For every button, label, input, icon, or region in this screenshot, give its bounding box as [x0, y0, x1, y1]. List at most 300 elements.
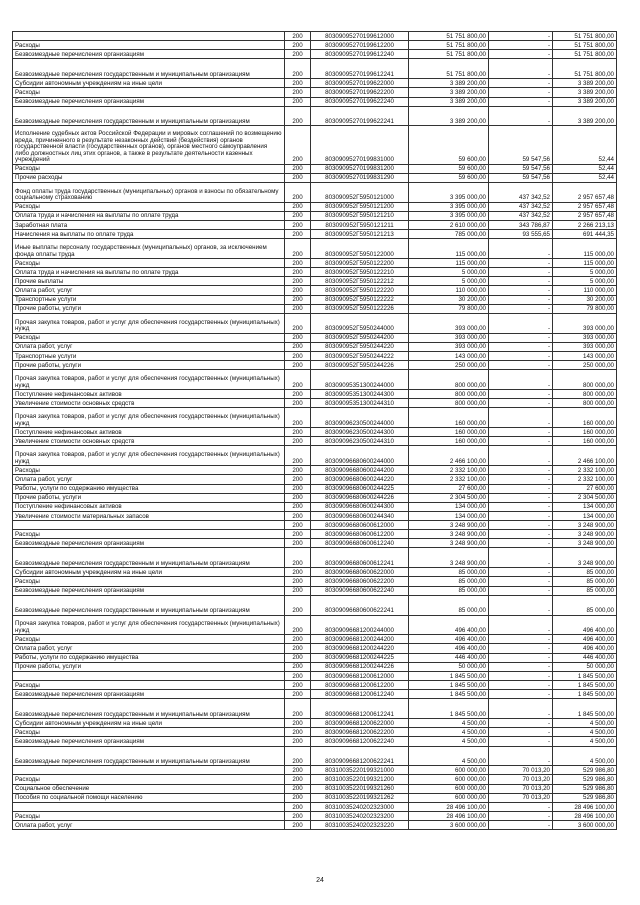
- row-name: Расходы: [13, 259, 285, 268]
- row-admin-code: 200: [285, 793, 311, 802]
- row-budget-code: 80309096680600244000: [311, 446, 409, 466]
- row-executed: 70 013,20: [489, 784, 553, 793]
- row-admin-code: 200: [285, 211, 311, 220]
- row-unexecuted: 250 000,00: [553, 361, 617, 370]
- row-name: Безвозмездные перечисления государственным и муниципальным организациям: [13, 595, 285, 615]
- table-row: [13, 511, 617, 520]
- row-name: Увеличение стоимости материальных запасов: [13, 511, 285, 520]
- row-budget-code: 80309096680600612000: [311, 521, 409, 530]
- row-budget-code: 80310035220199321200: [311, 775, 409, 784]
- row-name: Оплата работ, услуг: [13, 342, 285, 351]
- row-executed: -: [489, 286, 553, 295]
- table-row: [13, 59, 617, 79]
- row-budget-code: 80309096680600244200: [311, 466, 409, 475]
- row-executed: 59 547,56: [489, 173, 553, 182]
- row-approved: 3 389 200,00: [409, 97, 489, 106]
- row-executed: -: [489, 746, 553, 766]
- table-row: [13, 493, 617, 502]
- row-executed: -: [489, 342, 553, 351]
- row-name: Расходы: [13, 812, 285, 821]
- table-row: [13, 728, 617, 737]
- row-admin-code: 200: [285, 719, 311, 728]
- row-name: [13, 671, 285, 680]
- row-budget-code: 803090952Г5950244000: [311, 313, 409, 333]
- row-executed: -: [489, 653, 553, 662]
- row-unexecuted: 3 389 200,00: [553, 97, 617, 106]
- row-approved: 2 332 100,00: [409, 475, 489, 484]
- row-budget-code: 803090952Г5950122212: [311, 277, 409, 286]
- row-budget-code: 80309096681200612200: [311, 681, 409, 690]
- row-name: [13, 521, 285, 530]
- row-approved: 393 000,00: [409, 342, 489, 351]
- table-row: [13, 79, 617, 88]
- table-row: [13, 230, 617, 239]
- row-approved: 393 000,00: [409, 333, 489, 342]
- row-budget-code: 80309096681200622241: [311, 746, 409, 766]
- row-unexecuted: 3 248 900,00: [553, 521, 617, 530]
- row-name: Поступление нефинансовых активов: [13, 390, 285, 399]
- row-budget-code: 80309095270199622200: [311, 88, 409, 97]
- row-unexecuted: 2 266 213,13: [553, 220, 617, 229]
- row-admin-code: 200: [285, 41, 311, 50]
- row-unexecuted: 393 000,00: [553, 342, 617, 351]
- row-budget-code: 803090952Г5950122200: [311, 259, 409, 268]
- row-approved: 115 000,00: [409, 259, 489, 268]
- row-executed: -: [489, 586, 553, 595]
- row-unexecuted: 51 751 800,00: [553, 41, 617, 50]
- row-admin-code: 200: [285, 97, 311, 106]
- row-name: Транспортные услуги: [13, 295, 285, 304]
- row-admin-code: 200: [285, 812, 311, 821]
- row-unexecuted: 85 000,00: [553, 568, 617, 577]
- row-name: Расходы: [13, 530, 285, 539]
- row-approved: 59 600,00: [409, 173, 489, 182]
- row-name: [13, 32, 285, 41]
- table-row: [13, 475, 617, 484]
- row-name: Прочие работы, услуги: [13, 361, 285, 370]
- row-budget-code: 803090952Г5950244200: [311, 333, 409, 342]
- table-row: [13, 88, 617, 97]
- row-executed: -: [489, 277, 553, 286]
- row-admin-code: 200: [285, 32, 311, 41]
- row-admin-code: 200: [285, 737, 311, 746]
- row-name: Поступление нефинансовых активов: [13, 502, 285, 511]
- row-unexecuted: 3 248 900,00: [553, 548, 617, 568]
- row-approved: 4 500,00: [409, 719, 489, 728]
- row-executed: -: [489, 521, 553, 530]
- table-row: [13, 50, 617, 59]
- row-approved: 496 400,00: [409, 635, 489, 644]
- row-admin-code: 200: [285, 568, 311, 577]
- table-row: [13, 313, 617, 333]
- row-approved: 3 248 900,00: [409, 548, 489, 568]
- table-row: [13, 259, 617, 268]
- row-executed: -: [489, 466, 553, 475]
- row-unexecuted: 691 444,35: [553, 230, 617, 239]
- row-approved: 160 000,00: [409, 428, 489, 437]
- row-admin-code: 200: [285, 615, 311, 635]
- row-budget-code: 803090952Г5950244220: [311, 342, 409, 351]
- row-admin-code: 200: [285, 784, 311, 793]
- row-approved: 51 751 800,00: [409, 41, 489, 50]
- table-row: [13, 812, 617, 821]
- table-row: [13, 746, 617, 766]
- row-unexecuted: 5 000,00: [553, 268, 617, 277]
- table-row: [13, 681, 617, 690]
- table-row: [13, 342, 617, 351]
- row-admin-code: 200: [285, 390, 311, 399]
- row-admin-code: 200: [285, 644, 311, 653]
- row-admin-code: 200: [285, 511, 311, 520]
- row-unexecuted: 3 248 900,00: [553, 530, 617, 539]
- row-executed: -: [489, 313, 553, 333]
- row-admin-code: 200: [285, 428, 311, 437]
- table-row: [13, 220, 617, 229]
- row-budget-code: 803090952Г5950122210: [311, 268, 409, 277]
- row-approved: 600 000,00: [409, 766, 489, 775]
- row-name: Исполнение судебных актов Российской Федерации и мировых соглашений по возмещению вреда, причиненного в результате незаконных действий (бездействия) органов государственной власти (государственных органов), органов местного самоуправления либо должностных лиц этих органов, а также в результате деятельности казенных учреждений: [13, 126, 285, 164]
- row-admin-code: 200: [285, 399, 311, 408]
- row-budget-code: 80309096681200612241: [311, 699, 409, 719]
- row-budget-code: 80309096681200622000: [311, 719, 409, 728]
- table-row: [13, 737, 617, 746]
- row-approved: 50 000,00: [409, 662, 489, 671]
- row-executed: -: [489, 493, 553, 502]
- row-budget-code: 803090952Г5950244226: [311, 361, 409, 370]
- row-approved: 2 466 100,00: [409, 446, 489, 466]
- row-unexecuted: 134 000,00: [553, 511, 617, 520]
- row-admin-code: 200: [285, 220, 311, 229]
- row-executed: -: [489, 268, 553, 277]
- table-row: [13, 239, 617, 259]
- row-executed: 70 013,20: [489, 766, 553, 775]
- row-name: Поступление нефинансовых активов: [13, 428, 285, 437]
- row-unexecuted: 529 986,80: [553, 775, 617, 784]
- row-budget-code: 80309095270199612200: [311, 41, 409, 50]
- row-unexecuted: 1 845 500,00: [553, 690, 617, 699]
- row-name: Субсидии автономным учреждениям на иные цели: [13, 719, 285, 728]
- row-executed: -: [489, 361, 553, 370]
- row-approved: 115 000,00: [409, 239, 489, 259]
- row-unexecuted: 115 000,00: [553, 259, 617, 268]
- row-executed: -: [489, 577, 553, 586]
- table-row: [13, 333, 617, 342]
- row-executed: -: [489, 370, 553, 390]
- row-approved: 30 200,00: [409, 295, 489, 304]
- row-executed: 59 547,56: [489, 164, 553, 173]
- row-budget-code: 80309096230500244310: [311, 437, 409, 446]
- row-executed: -: [489, 88, 553, 97]
- row-name: Работы, услуги по содержанию имущества: [13, 653, 285, 662]
- row-unexecuted: 393 000,00: [553, 333, 617, 342]
- row-approved: 3 395 000,00: [409, 182, 489, 202]
- row-unexecuted: 2 332 100,00: [553, 475, 617, 484]
- table-row: [13, 539, 617, 548]
- row-budget-code: 80309095270199831290: [311, 173, 409, 182]
- table-row: [13, 775, 617, 784]
- row-budget-code: 80310035220199321262: [311, 793, 409, 802]
- row-admin-code: 200: [285, 164, 311, 173]
- table-row: [13, 766, 617, 775]
- row-admin-code: 200: [285, 802, 311, 811]
- row-approved: 110 000,00: [409, 286, 489, 295]
- row-approved: 51 751 800,00: [409, 32, 489, 41]
- row-admin-code: 200: [285, 173, 311, 182]
- row-name: Пособия по социальной помощи населению: [13, 793, 285, 802]
- row-name: Прочая закупка товаров, работ и услуг для обеспечения государственных (муниципальных) нужд: [13, 615, 285, 635]
- table-row: [13, 408, 617, 428]
- row-unexecuted: 85 000,00: [553, 595, 617, 615]
- row-name: Прочая закупка товаров, работ и услуг для обеспечения государственных (муниципальных) нужд: [13, 370, 285, 390]
- row-approved: 785 000,00: [409, 230, 489, 239]
- table-row: [13, 784, 617, 793]
- row-unexecuted: 79 800,00: [553, 304, 617, 313]
- row-executed: -: [489, 539, 553, 548]
- page-number: 24: [316, 877, 324, 884]
- row-executed: -: [489, 802, 553, 811]
- row-approved: 134 000,00: [409, 511, 489, 520]
- row-name: Социальное обеспечение: [13, 784, 285, 793]
- table-row: [13, 484, 617, 493]
- row-unexecuted: 496 400,00: [553, 635, 617, 644]
- row-unexecuted: 2 957 657,48: [553, 202, 617, 211]
- row-approved: 79 800,00: [409, 304, 489, 313]
- table-row: [13, 577, 617, 586]
- row-approved: 1 845 500,00: [409, 690, 489, 699]
- row-unexecuted: 110 000,00: [553, 286, 617, 295]
- row-approved: 3 248 900,00: [409, 539, 489, 548]
- row-approved: 85 000,00: [409, 586, 489, 595]
- row-approved: 3 395 000,00: [409, 211, 489, 220]
- row-budget-code: 80309096680600244340: [311, 511, 409, 520]
- row-executed: -: [489, 530, 553, 539]
- row-admin-code: 200: [285, 635, 311, 644]
- row-executed: -: [489, 662, 553, 671]
- row-unexecuted: 51 751 800,00: [553, 32, 617, 41]
- table-row: [13, 286, 617, 295]
- row-budget-code: 80309096680600612241: [311, 548, 409, 568]
- row-budget-code: 80309095351300244310: [311, 399, 409, 408]
- row-budget-code: 80309095270199622000: [311, 79, 409, 88]
- table-row: [13, 530, 617, 539]
- row-executed: -: [489, 41, 553, 50]
- table-row: [13, 644, 617, 653]
- row-admin-code: 200: [285, 446, 311, 466]
- row-unexecuted: 52,44: [553, 173, 617, 182]
- row-executed: -: [489, 333, 553, 342]
- row-executed: -: [489, 259, 553, 268]
- row-admin-code: 200: [285, 484, 311, 493]
- row-executed: 343 786,87: [489, 220, 553, 229]
- row-approved: 51 751 800,00: [409, 50, 489, 59]
- table-row: [13, 719, 617, 728]
- row-unexecuted: 52,44: [553, 164, 617, 173]
- table-row: [13, 586, 617, 595]
- row-budget-code: 80309096681200244000: [311, 615, 409, 635]
- row-approved: 800 000,00: [409, 370, 489, 390]
- row-unexecuted: 446 400,00: [553, 653, 617, 662]
- row-approved: 393 000,00: [409, 313, 489, 333]
- row-name: Оплата работ, услуг: [13, 286, 285, 295]
- row-admin-code: 200: [285, 370, 311, 390]
- row-unexecuted: 5 000,00: [553, 277, 617, 286]
- row-approved: 496 400,00: [409, 644, 489, 653]
- row-name: Субсидии автономным учреждениям на иные цели: [13, 568, 285, 577]
- row-budget-code: 80309096681200612240: [311, 690, 409, 699]
- row-name: Расходы: [13, 681, 285, 690]
- row-unexecuted: 800 000,00: [553, 399, 617, 408]
- row-executed: -: [489, 295, 553, 304]
- row-admin-code: 200: [285, 295, 311, 304]
- row-name: Безвозмездные перечисления организациям: [13, 737, 285, 746]
- row-budget-code: 80309096681200622200: [311, 728, 409, 737]
- row-budget-code: 803090952Г5950121211: [311, 220, 409, 229]
- row-unexecuted: 160 000,00: [553, 408, 617, 428]
- row-admin-code: 200: [285, 728, 311, 737]
- row-budget-code: 80310035240202323000: [311, 802, 409, 811]
- row-budget-code: 80309096680600622241: [311, 595, 409, 615]
- row-name: Расходы: [13, 577, 285, 586]
- row-approved: 27 600,00: [409, 484, 489, 493]
- row-budget-code: 80309095351300244000: [311, 370, 409, 390]
- table-row: [13, 211, 617, 220]
- row-executed: -: [489, 351, 553, 360]
- row-approved: 800 000,00: [409, 399, 489, 408]
- row-name: Расходы: [13, 202, 285, 211]
- row-approved: 160 000,00: [409, 408, 489, 428]
- row-budget-code: 80309095270199622241: [311, 106, 409, 126]
- row-unexecuted: 4 500,00: [553, 746, 617, 766]
- row-executed: -: [489, 239, 553, 259]
- row-unexecuted: 85 000,00: [553, 586, 617, 595]
- budget-execution-table: [12, 31, 617, 830]
- row-approved: 496 400,00: [409, 615, 489, 635]
- row-budget-code: 80309096681200244226: [311, 662, 409, 671]
- row-budget-code: 80310035240202323200: [311, 812, 409, 821]
- row-admin-code: 200: [285, 259, 311, 268]
- row-admin-code: 200: [285, 466, 311, 475]
- row-name: Субсидии автономным учреждениям на иные цели: [13, 79, 285, 88]
- row-name: Безвозмездные перечисления организациям: [13, 97, 285, 106]
- row-name: Расходы: [13, 88, 285, 97]
- row-name: Безвозмездные перечисления государственным и муниципальным организациям: [13, 106, 285, 126]
- table-row: [13, 662, 617, 671]
- row-executed: -: [489, 728, 553, 737]
- row-name: Безвозмездные перечисления государственным и муниципальным организациям: [13, 59, 285, 79]
- row-executed: -: [489, 690, 553, 699]
- table-row: [13, 106, 617, 126]
- table-row: [13, 399, 617, 408]
- table-row: [13, 446, 617, 466]
- row-budget-code: 803090952Г5950122226: [311, 304, 409, 313]
- row-executed: -: [489, 390, 553, 399]
- table-row: [13, 304, 617, 313]
- table-row: [13, 502, 617, 511]
- row-unexecuted: 2 332 100,00: [553, 466, 617, 475]
- row-approved: 600 000,00: [409, 793, 489, 802]
- row-approved: 1 845 500,00: [409, 671, 489, 680]
- row-name: Увеличение стоимости основных средств: [13, 437, 285, 446]
- row-name: Прочие работы, услуги: [13, 662, 285, 671]
- table-row: [13, 390, 617, 399]
- row-admin-code: 200: [285, 475, 311, 484]
- row-approved: 4 500,00: [409, 728, 489, 737]
- row-approved: 85 000,00: [409, 577, 489, 586]
- row-executed: -: [489, 699, 553, 719]
- table-row: [13, 295, 617, 304]
- row-unexecuted: 115 000,00: [553, 239, 617, 259]
- row-budget-code: 80309096681200244225: [311, 653, 409, 662]
- table-row: [13, 793, 617, 802]
- row-budget-code: 80309096681200622240: [311, 737, 409, 746]
- row-approved: 2 332 100,00: [409, 466, 489, 475]
- row-executed: -: [489, 812, 553, 821]
- row-executed: -: [489, 511, 553, 520]
- row-admin-code: 200: [285, 821, 311, 830]
- row-admin-code: 200: [285, 313, 311, 333]
- row-budget-code: 803090952Г5950121000: [311, 182, 409, 202]
- row-name: Прочие выплаты: [13, 277, 285, 286]
- row-executed: 437 342,52: [489, 182, 553, 202]
- row-name: Прочая закупка товаров, работ и услуг для обеспечения государственных (муниципальных) нужд: [13, 446, 285, 466]
- row-budget-code: 80310035240202323220: [311, 821, 409, 830]
- row-unexecuted: 4 500,00: [553, 728, 617, 737]
- row-admin-code: 200: [285, 548, 311, 568]
- table-row: [13, 182, 617, 202]
- row-executed: -: [489, 615, 553, 635]
- row-approved: 4 500,00: [409, 746, 489, 766]
- row-budget-code: 80309096681200612000: [311, 671, 409, 680]
- table-row: [13, 821, 617, 830]
- row-name: Заработная плата: [13, 220, 285, 229]
- row-executed: -: [489, 681, 553, 690]
- row-admin-code: 200: [285, 106, 311, 126]
- row-executed: -: [489, 644, 553, 653]
- row-executed: -: [489, 568, 553, 577]
- row-approved: 3 248 900,00: [409, 521, 489, 530]
- table-row: [13, 802, 617, 811]
- row-admin-code: 200: [285, 577, 311, 586]
- row-approved: 600 000,00: [409, 775, 489, 784]
- row-executed: -: [489, 428, 553, 437]
- row-unexecuted: 143 000,00: [553, 351, 617, 360]
- row-admin-code: 200: [285, 521, 311, 530]
- row-admin-code: 200: [285, 775, 311, 784]
- row-name: [13, 766, 285, 775]
- row-budget-code: 80309096680600622000: [311, 568, 409, 577]
- row-executed: -: [489, 502, 553, 511]
- row-executed: 59 547,56: [489, 126, 553, 164]
- row-budget-code: 80309095270199612240: [311, 50, 409, 59]
- table-row: [13, 671, 617, 680]
- row-budget-code: 80310035220199321000: [311, 766, 409, 775]
- row-unexecuted: 28 496 100,00: [553, 812, 617, 821]
- row-budget-code: 80309096681200244200: [311, 635, 409, 644]
- row-approved: 250 000,00: [409, 361, 489, 370]
- row-name: Безвозмездные перечисления государственным и муниципальным организациям: [13, 746, 285, 766]
- row-approved: 85 000,00: [409, 595, 489, 615]
- row-name: Прочие работы, услуги: [13, 304, 285, 313]
- row-name: Оплата труда и начисления на выплаты по оплате труда: [13, 268, 285, 277]
- table-row: [13, 521, 617, 530]
- table-body: [13, 32, 617, 830]
- row-admin-code: 200: [285, 304, 311, 313]
- row-budget-code: 80309096230500244000: [311, 408, 409, 428]
- row-executed: 437 342,52: [489, 202, 553, 211]
- row-unexecuted: 3 389 200,00: [553, 106, 617, 126]
- row-unexecuted: 3 389 200,00: [553, 88, 617, 97]
- row-budget-code: 803090952Г5950121210: [311, 211, 409, 220]
